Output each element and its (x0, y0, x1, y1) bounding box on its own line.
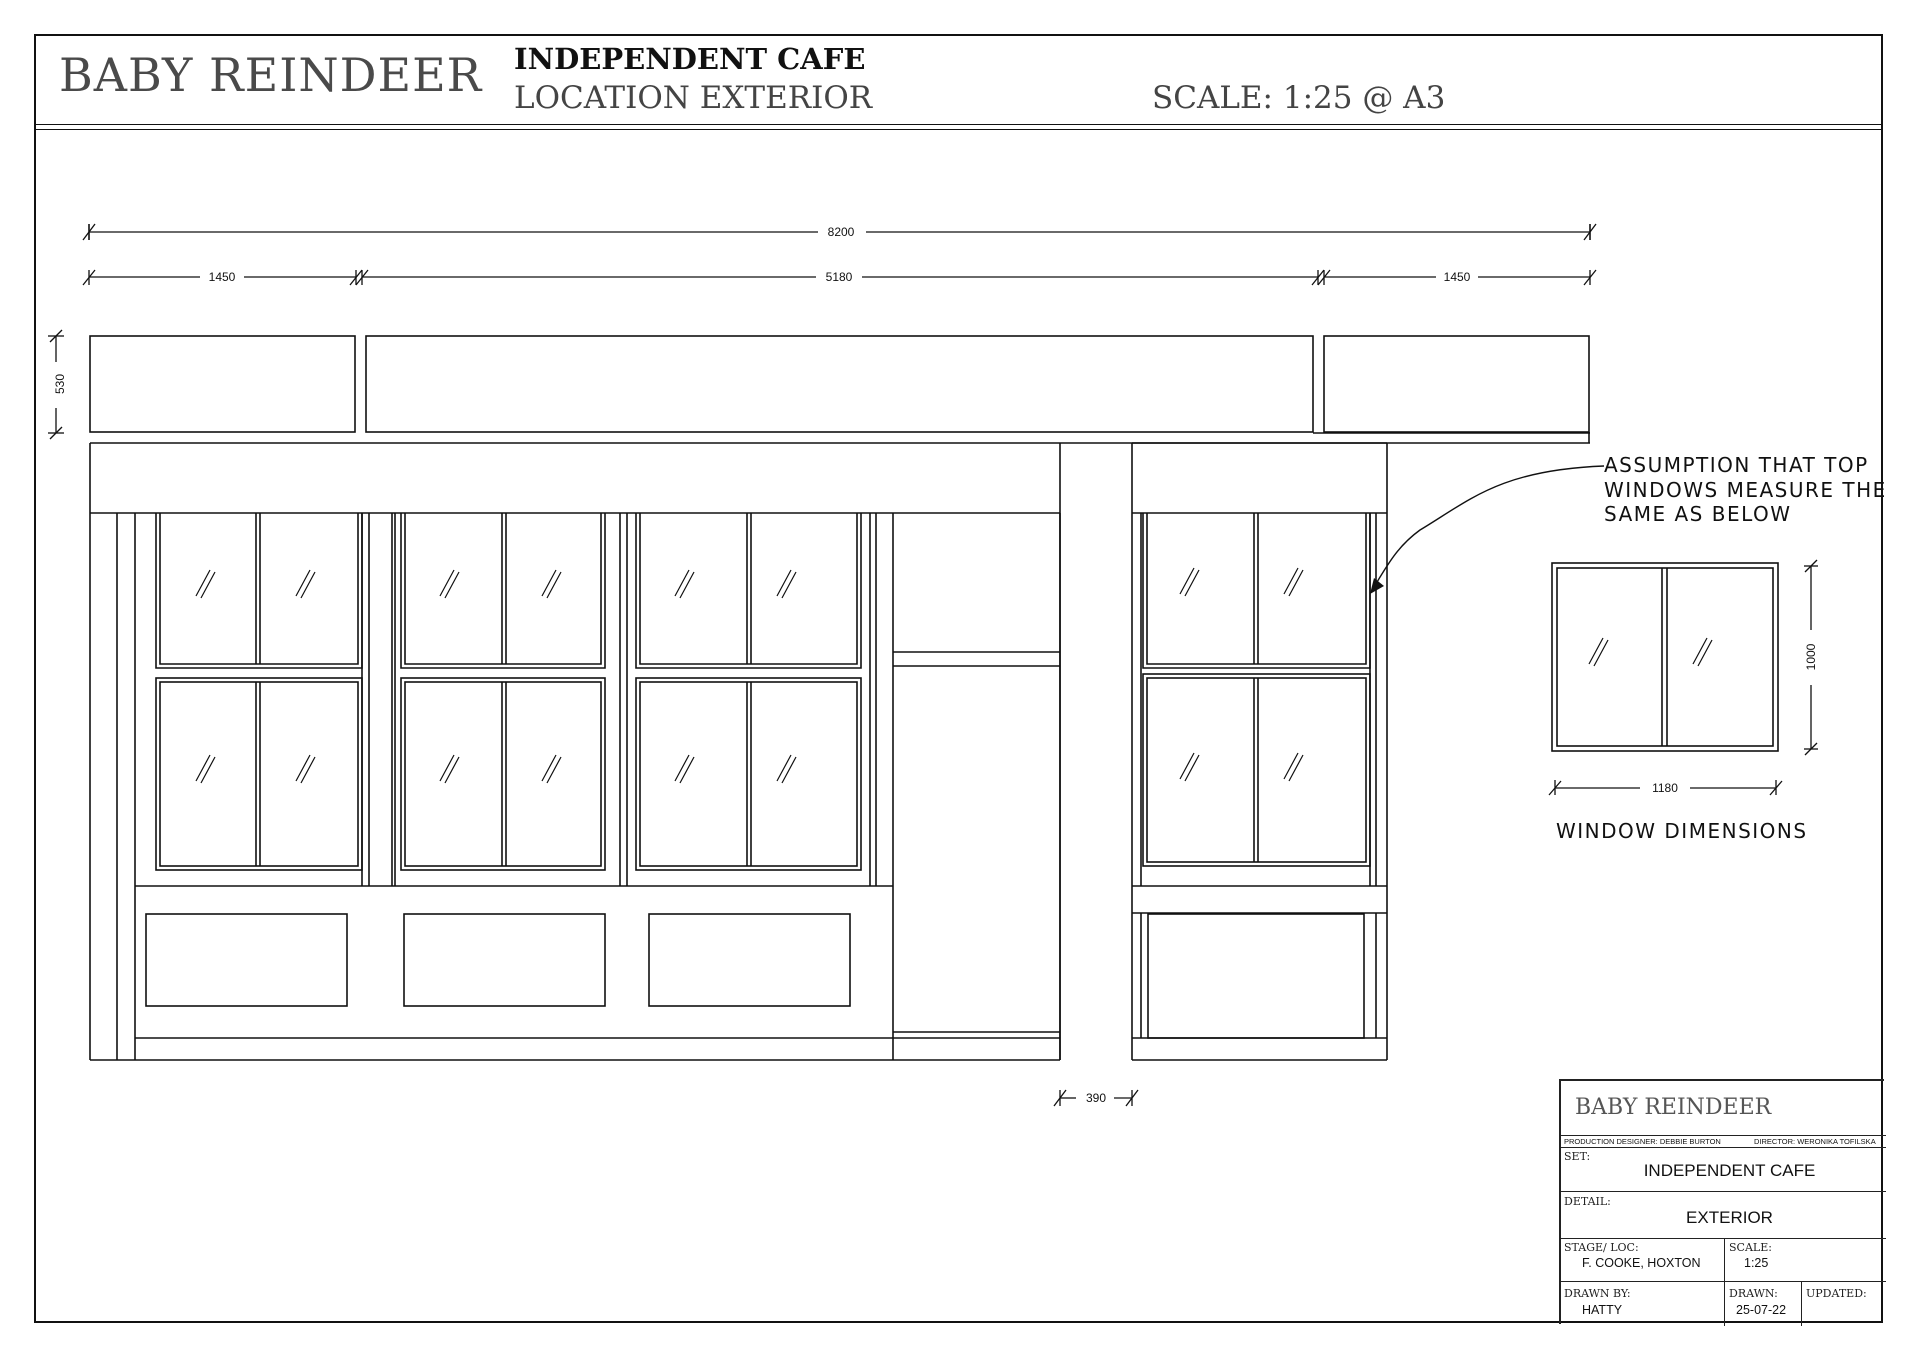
dim-label-overall: 8200 (827, 225, 855, 239)
dim-label-window-height: 1000 (1804, 643, 1818, 671)
title-block-rule (1561, 1135, 1886, 1136)
title-block (1559, 1079, 1884, 1324)
title-block-rule (1561, 1191, 1886, 1192)
glass-reflection-marks (196, 568, 1712, 783)
stall-panel-3 (649, 914, 850, 1006)
drawing-scale: SCALE: 1:25 @ A3 (1152, 80, 1446, 116)
title-block-rule (1561, 1147, 1886, 1148)
dim-label-pillar: 390 (1085, 1091, 1107, 1105)
drawn-by-value: HATTY (1582, 1303, 1623, 1317)
fascia-board-right (1324, 336, 1589, 432)
drawing-subtitle: LOCATION EXTERIOR (514, 80, 873, 116)
stall-panel-4 (1148, 914, 1364, 1038)
window-detail (1552, 563, 1778, 751)
drawn-value: 25-07-22 (1736, 1303, 1787, 1317)
title-block-brand: BABY REINDEER (1575, 1095, 1772, 1120)
scale-value: 1:25 (1744, 1256, 1769, 1270)
scale-label: SCALE: (1729, 1241, 1772, 1254)
dim-label-fascia-height: 530 (53, 373, 67, 395)
director: DIRECTOR: WERONIKA TOFILSKA (1754, 1137, 1876, 1146)
brand-logo: BABY REINDEER (59, 48, 483, 102)
shopfront-frame (90, 443, 1387, 1060)
set-label: SET: (1564, 1150, 1591, 1163)
stage-label: STAGE/ LOC: (1564, 1241, 1639, 1254)
leader-line (1372, 466, 1604, 590)
leader-arrowhead (1370, 578, 1384, 594)
title-block-divider (1724, 1238, 1725, 1326)
detail-value: EXTERIOR (1686, 1208, 1773, 1227)
stage-value: F. COOKE, HOXTON (1582, 1256, 1701, 1270)
fascia-board-left (90, 336, 355, 432)
stall-panel-1 (146, 914, 347, 1006)
dim-label-window-width: 1180 (1652, 781, 1678, 795)
title-block-rule (1561, 1281, 1886, 1282)
drawn-label: DRAWN: (1729, 1287, 1778, 1300)
detail-label: DETAIL: (1564, 1195, 1611, 1208)
fascia-board-centre (366, 336, 1313, 432)
drawing-title: INDEPENDENT CAFE (514, 42, 866, 76)
set-value: INDEPENDENT CAFE (1643, 1161, 1816, 1180)
production-designer: PRODUCTION DESIGNER: DEBBIE BURTON (1564, 1137, 1721, 1146)
windows-lower-row (156, 674, 1370, 870)
drawn-by-label: DRAWN BY: (1564, 1287, 1631, 1300)
window-dimensions-label: WINDOW DIMENSIONS (1556, 819, 1808, 843)
updated-label: UPDATED: (1806, 1287, 1867, 1300)
stall-panel-2 (404, 914, 605, 1006)
dim-label-left-bay: 1450 (208, 270, 236, 284)
assumption-note: ASSUMPTION THAT TOP WINDOWS MEASURE THE SAME AS BELOW (1604, 453, 1887, 526)
dim-label-right-bay: 1450 (1443, 270, 1471, 284)
dim-label-centre-bay: 5180 (825, 270, 853, 284)
title-block-divider (1801, 1281, 1802, 1326)
